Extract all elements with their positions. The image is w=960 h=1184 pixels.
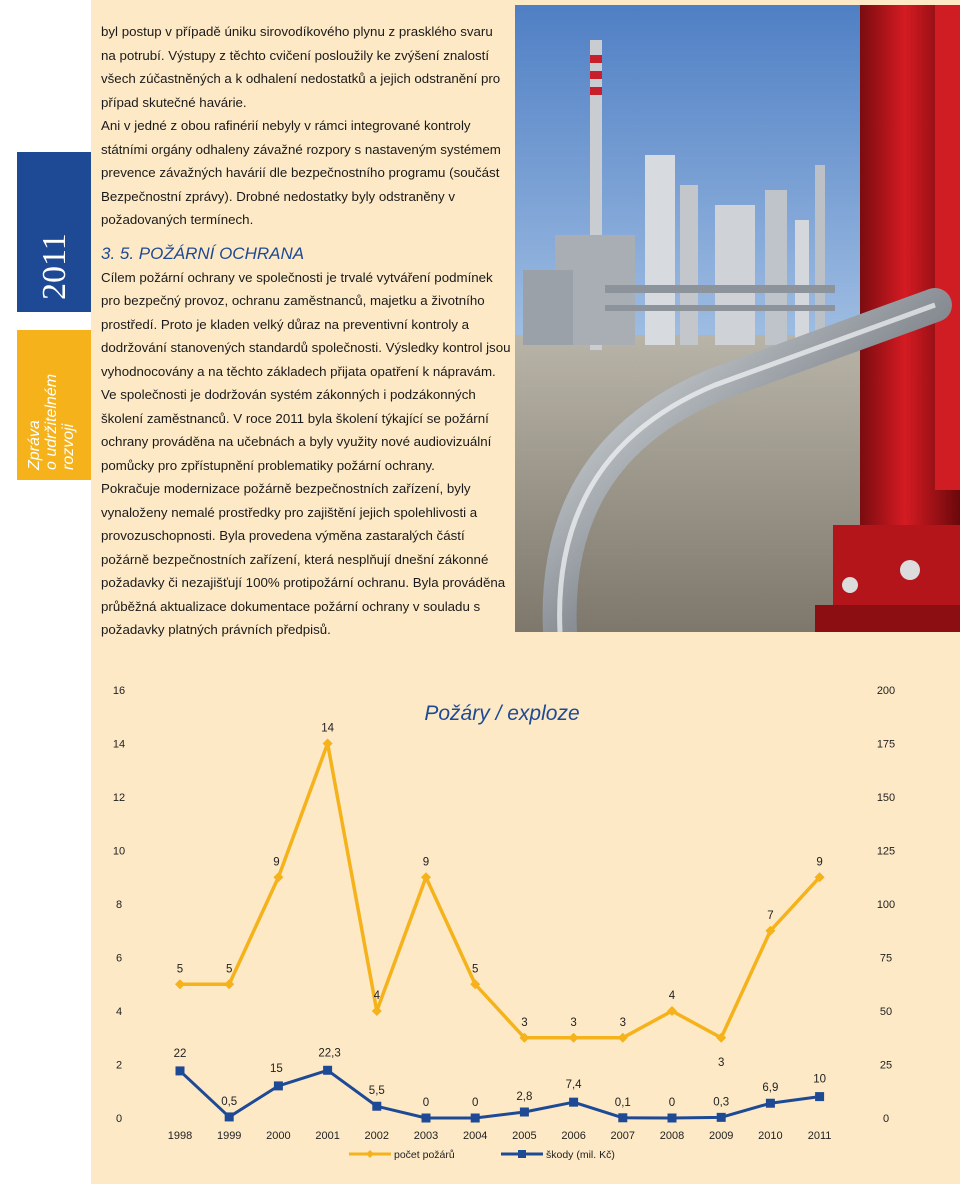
damage-point bbox=[422, 1114, 431, 1123]
damage-point bbox=[569, 1098, 578, 1107]
left-axis-tick: 12 bbox=[112, 792, 126, 804]
paragraph-1: byl postup v případě úniku sirovodíkového plynu z prasklého svaru na potrubí. Výstupy z těchto cvičení posloužily ke zvýšení znalostí všech zúčastněných a k odhalení nedostatků a jejich odstranění pro případ skutečné havárie. bbox=[101, 24, 501, 110]
paragraph-3: Cílem požární ochrany ve společnosti je trvalé vytváření podmínek pro bezpečný provoz, ochranu zaměstnanců, majetku a životního prostředí. Proto je kladen velký důraz na preventivní kontroly a dodržování stanovených standardů společnosti. Výsledky kontrol jsou vyhodnocovány a na těchto základech přijata opatření k nápravám. Ve společnosti je dodržován systém zákonných i podzákonných školení zaměstnanců. V roce 2011 byla školení týkající se požární ochrany prováděna na učebnách a byly využity nové audiovizuální pomůcky pro zpřístupnění problematiky požární ochrany. bbox=[101, 269, 511, 473]
damage-point bbox=[618, 1113, 627, 1122]
paragraph-4: Pokračuje modernizace požárně bezpečnostních zařízení, byly vynaloženy nemalé prostředky pro zajištění jejich spolehlivosti a provozuschopnosti. Byla provedena výměna zastaralých částí požárně bezpečnostních zařízení, která nesplňují dnešní zákonné požadavky či nezajišťují 100% protipožární ochranu. Byla prováděna průběžná aktualizace dokumentace požární ochrany v souladu s požadavky platných právních předpisů. bbox=[101, 481, 506, 637]
x-axis-tick: 1999 bbox=[216, 1130, 242, 1142]
damage-data-label: 2,8 bbox=[516, 1091, 533, 1104]
damage-data-label: 0,1 bbox=[614, 1096, 631, 1109]
damage-point bbox=[372, 1102, 381, 1111]
x-axis-tick: 2001 bbox=[315, 1130, 340, 1142]
left-axis-tick: 0 bbox=[115, 1113, 123, 1125]
damage-data-label: 0,3 bbox=[713, 1096, 730, 1109]
legend-damage-label: škody (mil. Kč) bbox=[546, 1149, 615, 1161]
damage-data-label: 5,5 bbox=[368, 1085, 385, 1098]
fires-chart bbox=[91, 666, 960, 1184]
report-title bbox=[26, 374, 77, 470]
damage-data-label: 0,5 bbox=[221, 1095, 238, 1108]
fires-point bbox=[323, 739, 333, 749]
damage-data-label: 0 bbox=[422, 1097, 430, 1109]
damage-point bbox=[766, 1099, 775, 1108]
x-axis-tick: 2006 bbox=[561, 1130, 586, 1142]
x-axis-tick: 2009 bbox=[708, 1130, 734, 1142]
right-axis-tick: 150 bbox=[876, 792, 896, 804]
x-axis-tick: 2005 bbox=[512, 1130, 537, 1142]
legend-damage-marker bbox=[518, 1150, 526, 1158]
x-axis-tick: 2008 bbox=[659, 1130, 685, 1142]
report-title-line-3: rozvoji bbox=[60, 423, 77, 470]
x-axis-tick: 2002 bbox=[364, 1130, 390, 1142]
damage-data-label: 15 bbox=[270, 1062, 283, 1075]
fires-point bbox=[569, 1033, 579, 1043]
fires-point bbox=[175, 979, 185, 989]
refinery-illustration bbox=[515, 5, 960, 632]
x-axis-tick: 2011 bbox=[807, 1130, 832, 1142]
damage-data-label: 10 bbox=[813, 1073, 826, 1086]
right-axis-tick: 75 bbox=[879, 952, 893, 965]
fires-data-label: 5 bbox=[225, 963, 233, 976]
fires-data-label: 9 bbox=[273, 856, 280, 869]
report-title-line-1: Zpráva bbox=[26, 420, 43, 470]
fires-data-label: 3 bbox=[521, 1016, 528, 1029]
damage-data-label: 7,4 bbox=[565, 1079, 582, 1092]
right-axis-tick: 100 bbox=[876, 899, 896, 911]
damage-point bbox=[815, 1092, 824, 1101]
fires-point bbox=[372, 1006, 382, 1016]
x-axis-tick: 2003 bbox=[413, 1130, 439, 1142]
fires-data-label: 9 bbox=[422, 856, 430, 869]
chart-canvas bbox=[91, 666, 960, 1184]
fires-data-label: 9 bbox=[816, 856, 823, 869]
right-axis-tick: 25 bbox=[879, 1059, 893, 1072]
left-axis-tick: 4 bbox=[115, 1006, 123, 1018]
damage-point bbox=[176, 1066, 185, 1075]
damage-point bbox=[323, 1066, 332, 1075]
page-number: 8 bbox=[36, 133, 73, 150]
report-year: 2011 bbox=[36, 233, 73, 300]
damage-data-label: 22,3 bbox=[318, 1047, 341, 1060]
fires-data-label: 7 bbox=[767, 909, 774, 922]
right-axis-tick: 200 bbox=[876, 685, 896, 697]
refinery-photo bbox=[515, 5, 960, 632]
damage-data-label: 6,9 bbox=[762, 1082, 779, 1095]
left-axis-tick: 14 bbox=[112, 738, 126, 751]
damage-point bbox=[668, 1114, 677, 1123]
legend-fires-label: počet požárů bbox=[394, 1149, 455, 1161]
fires-data-label: 5 bbox=[471, 963, 479, 976]
fires-data-label: 5 bbox=[176, 963, 184, 976]
left-axis-tick: 8 bbox=[115, 899, 123, 911]
right-axis-tick: 175 bbox=[876, 738, 896, 751]
legend-fires-marker bbox=[366, 1150, 374, 1158]
right-axis-tick: 0 bbox=[882, 1113, 890, 1125]
damage-point bbox=[471, 1114, 480, 1123]
x-axis-tick: 2004 bbox=[462, 1130, 488, 1142]
damage-data-label: 0 bbox=[471, 1097, 479, 1109]
left-axis-tick: 10 bbox=[112, 845, 126, 858]
x-axis-tick: 2010 bbox=[758, 1130, 783, 1142]
paragraph-2: Ani v jedné z obou rafinérií nebyly v rámci integrované kontroly státními orgány odhaleny závažné rozpory s nastaveným systémem prevence závažných havárií dle bezpečnostního programu (součást Bezpečnostní zprávy). Drobné nedostatky byly odstraněny v požadovaných termínech. bbox=[101, 118, 501, 227]
fires-data-label: 3 bbox=[570, 1016, 577, 1029]
damage-point bbox=[717, 1113, 726, 1122]
fires-data-label: 4 bbox=[668, 990, 676, 1002]
right-axis-tick: 125 bbox=[876, 845, 896, 858]
left-axis-tick: 2 bbox=[115, 1059, 123, 1072]
damage-data-label: 22 bbox=[173, 1047, 187, 1060]
fires-data-label: 3 bbox=[717, 1056, 725, 1069]
section-heading: 3. 5. POŽÁRNÍ OCHRANA bbox=[101, 243, 305, 263]
x-axis-tick: 2000 bbox=[266, 1130, 291, 1142]
fires-data-label: 14 bbox=[321, 722, 334, 735]
report-title-line-2: o udržitelném bbox=[43, 373, 60, 470]
damage-point bbox=[225, 1112, 234, 1121]
x-axis-tick: 1998 bbox=[167, 1130, 193, 1142]
right-axis-tick: 50 bbox=[879, 1006, 893, 1018]
damage-point bbox=[520, 1108, 529, 1117]
damage-line bbox=[180, 1070, 820, 1118]
x-axis-tick: 2007 bbox=[610, 1130, 636, 1142]
fires-line bbox=[180, 744, 823, 1038]
fires-data-label: 3 bbox=[619, 1016, 627, 1029]
left-axis-tick: 16 bbox=[112, 685, 126, 697]
chart-title: Požáry / exploze bbox=[424, 702, 580, 725]
left-axis-tick: 6 bbox=[115, 952, 123, 965]
damage-point bbox=[274, 1081, 283, 1090]
fires-data-label: 4 bbox=[373, 990, 381, 1002]
article-text bbox=[101, 20, 511, 642]
damage-data-label: 0 bbox=[668, 1097, 676, 1109]
